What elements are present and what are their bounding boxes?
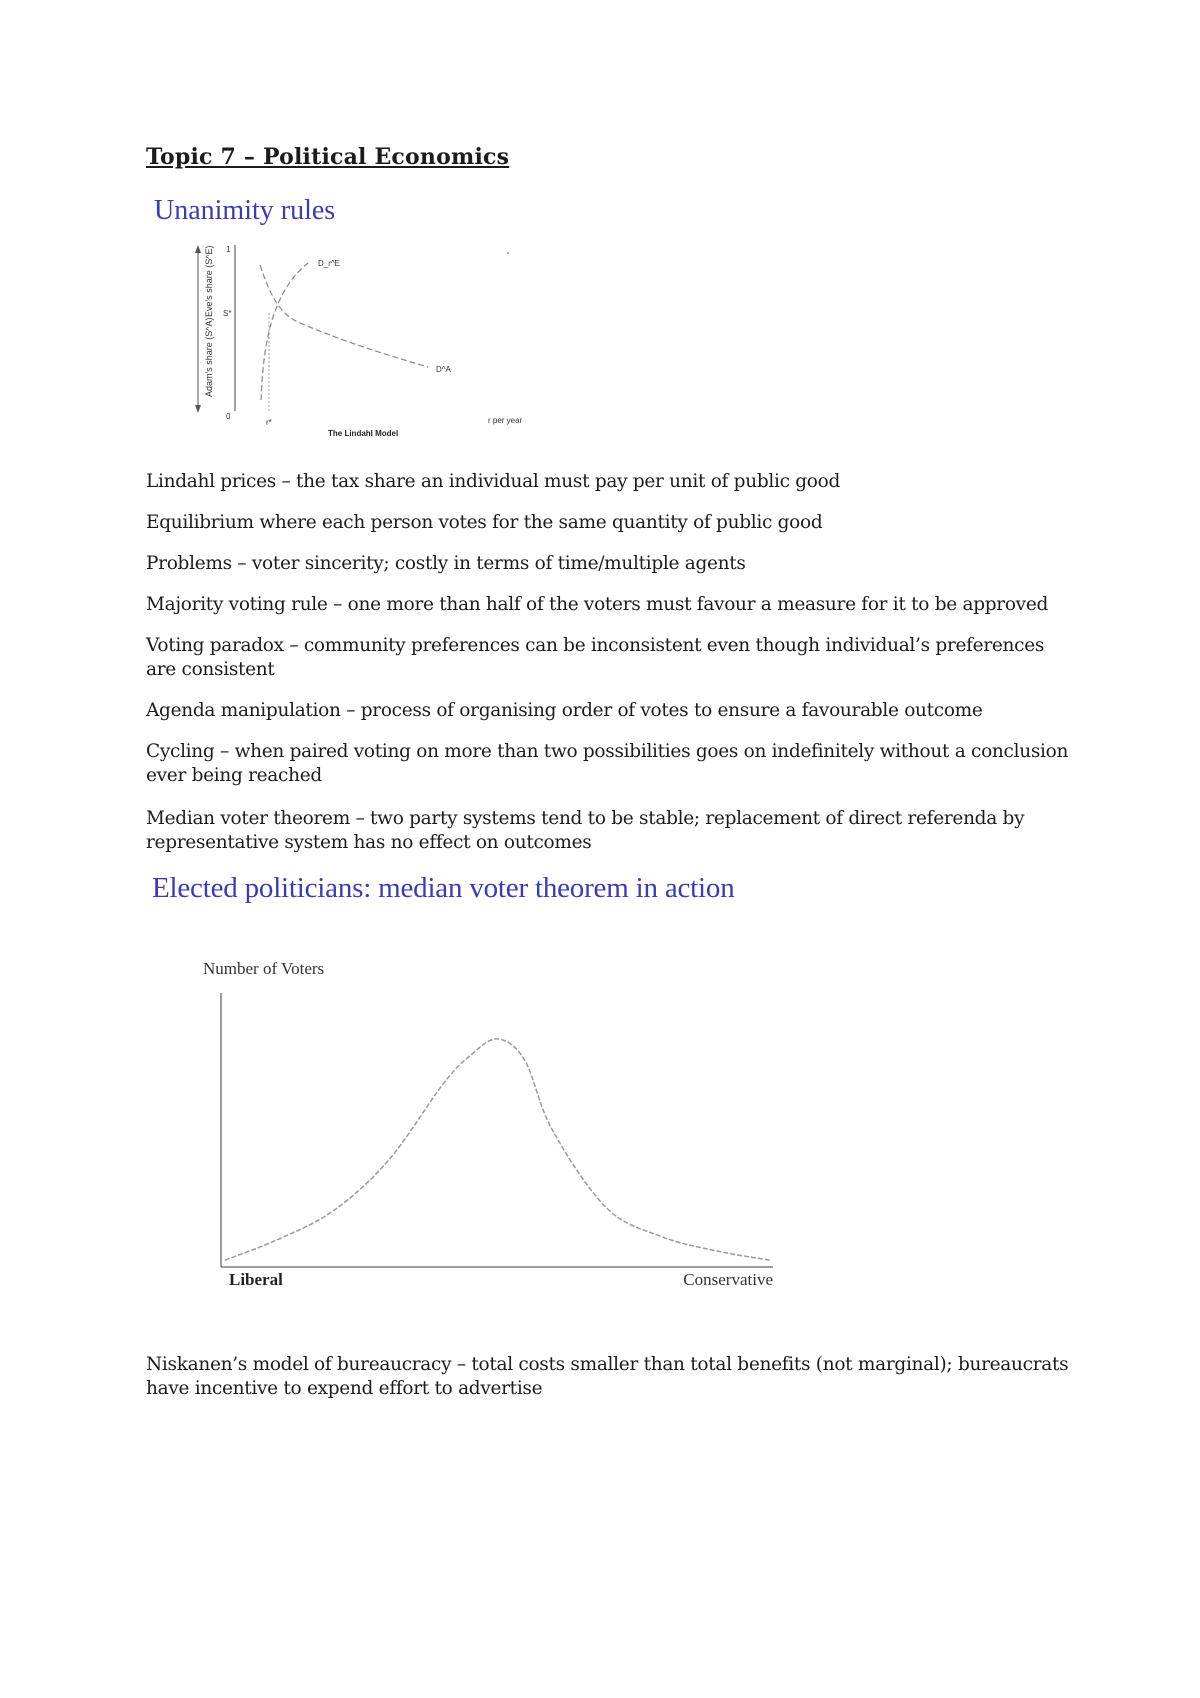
unanimity-heading: Unanimity rules — [154, 195, 336, 226]
paragraph-cycling: Cycling – when paired voting on more than two possibilities goes on indefinitely without a conclusion ever being reached — [146, 741, 1069, 786]
lindahl-ytick-top: 1 — [226, 245, 231, 254]
chart-distribution-curve — [225, 1039, 770, 1260]
lindahl-label-eve: D_r^E — [318, 259, 340, 268]
elected-politicians-heading: Elected politicians: median voter theorem in action — [152, 872, 735, 904]
lindahl-chart — [190, 235, 530, 445]
lindahl-ytick-mid: S* — [223, 309, 232, 318]
paragraph-majority-voting: Majority voting rule – one more than half of the voters must favour a measure for it to be approved — [146, 594, 1049, 615]
lindahl-label-adam: D^A — [436, 365, 451, 374]
paragraph-median-voter: Median voter theorem – two party systems tend to be stable; replacement of direct referenda by representative system has no effect on outcomes — [146, 808, 1025, 853]
paragraph-voting-paradox: Voting paradox – community preferences can be inconsistent even though individual’s preferences are consistent — [146, 635, 1045, 680]
paragraph-equilibrium: Equilibrium where each person votes for the same quantity of public good — [146, 512, 823, 533]
paragraph-problems: Problems – voter sincerity; costly in terms of time/multiple agents — [146, 553, 746, 574]
lindahl-xlabel: r per year — [488, 416, 523, 425]
chart-xlabel-left: Liberal — [229, 1270, 283, 1289]
chart-ylabel: Number of Voters — [203, 959, 325, 978]
paragraph-lindahl-prices: Lindahl prices – the tax share an individual must pay per unit of public good — [146, 471, 841, 492]
chart-xlabel-right: Conservative — [683, 1270, 773, 1289]
page-title: Topic 7 – Political Economics — [146, 144, 510, 170]
paragraph-niskanen: Niskanen’s model of bureaucracy – total costs smaller than total benefits (not marginal); bureaucrats have incentive to expend effort to advertise — [146, 1354, 1069, 1399]
paragraph-agenda-manipulation: Agenda manipulation – process of organising order of votes to ensure a favourable outcome — [146, 700, 983, 721]
median-voter-chart — [195, 955, 785, 1295]
lindahl-ytick-bottom: 0 — [226, 412, 231, 421]
lindahl-xtick-rstar: r* — [266, 418, 272, 427]
lindahl-ylabel-top: Eve's share (S^E) — [204, 245, 214, 317]
lindahl-title: The Lindahl Model — [328, 429, 399, 438]
lindahl-ylabel-bottom: Adam's share (S^A) — [204, 317, 214, 397]
